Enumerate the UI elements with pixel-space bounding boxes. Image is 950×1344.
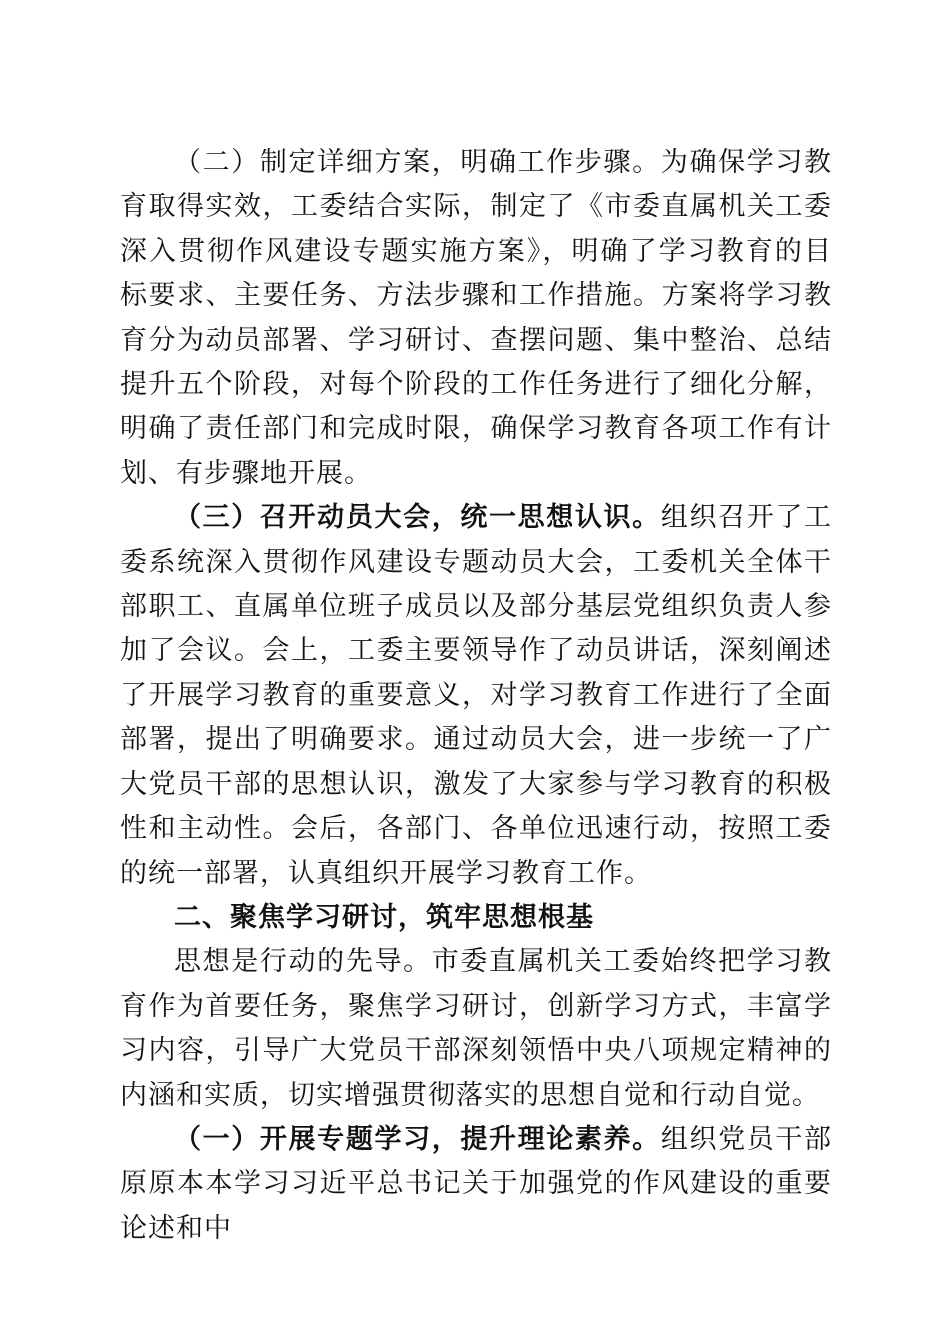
paragraph-plan-lead: （二）制定详细方案，明确工作步骤。 [174,147,661,178]
section-intro: 思想是行动的先导。市委直属机关工委始终把学习教育作为首要任务，聚焦学习研讨，创新学习方式，丰富学习内容，引导广大党员干部深刻领悟中央八项规定精神的内涵和实质，切实增强贯彻落实的思想自觉和行动自觉。 [120,946,832,1111]
paragraph-mobilization-lead: （三）召开动员大会，统一思想认识。 [174,502,661,534]
section-heading: 二、聚焦学习研讨，筑牢思想根基 [174,901,594,933]
paragraph-study-lead: （一）开展专题学习，提升理论素养。 [174,1123,661,1155]
document-body [120,141,832,1251]
paragraph-mobilization [120,496,832,896]
paragraph-study-text: 组织党员干部原原本本学习习近平总书记关于加强党的作风建设的重要论述和中 [120,1123,833,1244]
paragraph-plan-text: 为确保学习教育取得实效，工委结合实际，制定了《市委直属机关工委深入贯彻作风建设专题实施方案》，明确了学习教育的目标要求、主要任务、方法步骤和工作措施。方案将学习教育分为动员部署、学习研讨、查摆问题、集中整治、总结提升五个阶段，对每个阶段的工作任务进行了细化分解，明确了责任部门和完成时限，确保学习教育各项工作有计划、有步骤地开展。 [120,147,833,489]
paragraph-plan [120,141,832,496]
paragraph-mobilization-text: 组织召开了工委系统深入贯彻作风建设专题动员大会，工委机关全体干部职工、直属单位班子成员以及部分基层党组织负责人参加了会议。会上，工委主要领导作了动员讲话，深刻阐述了开展学习教育的重要意义，对学习教育工作进行了全面部署，提出了明确要求。通过动员大会，进一步统一了广大党员干部的思想认识，激发了大家参与学习教育的积极性和主动性。会后，各部门、各单位迅速行动，按照工委的统一部署，认真组织开展学习教育工作。 [120,502,833,889]
paragraph-study [120,1118,832,1251]
